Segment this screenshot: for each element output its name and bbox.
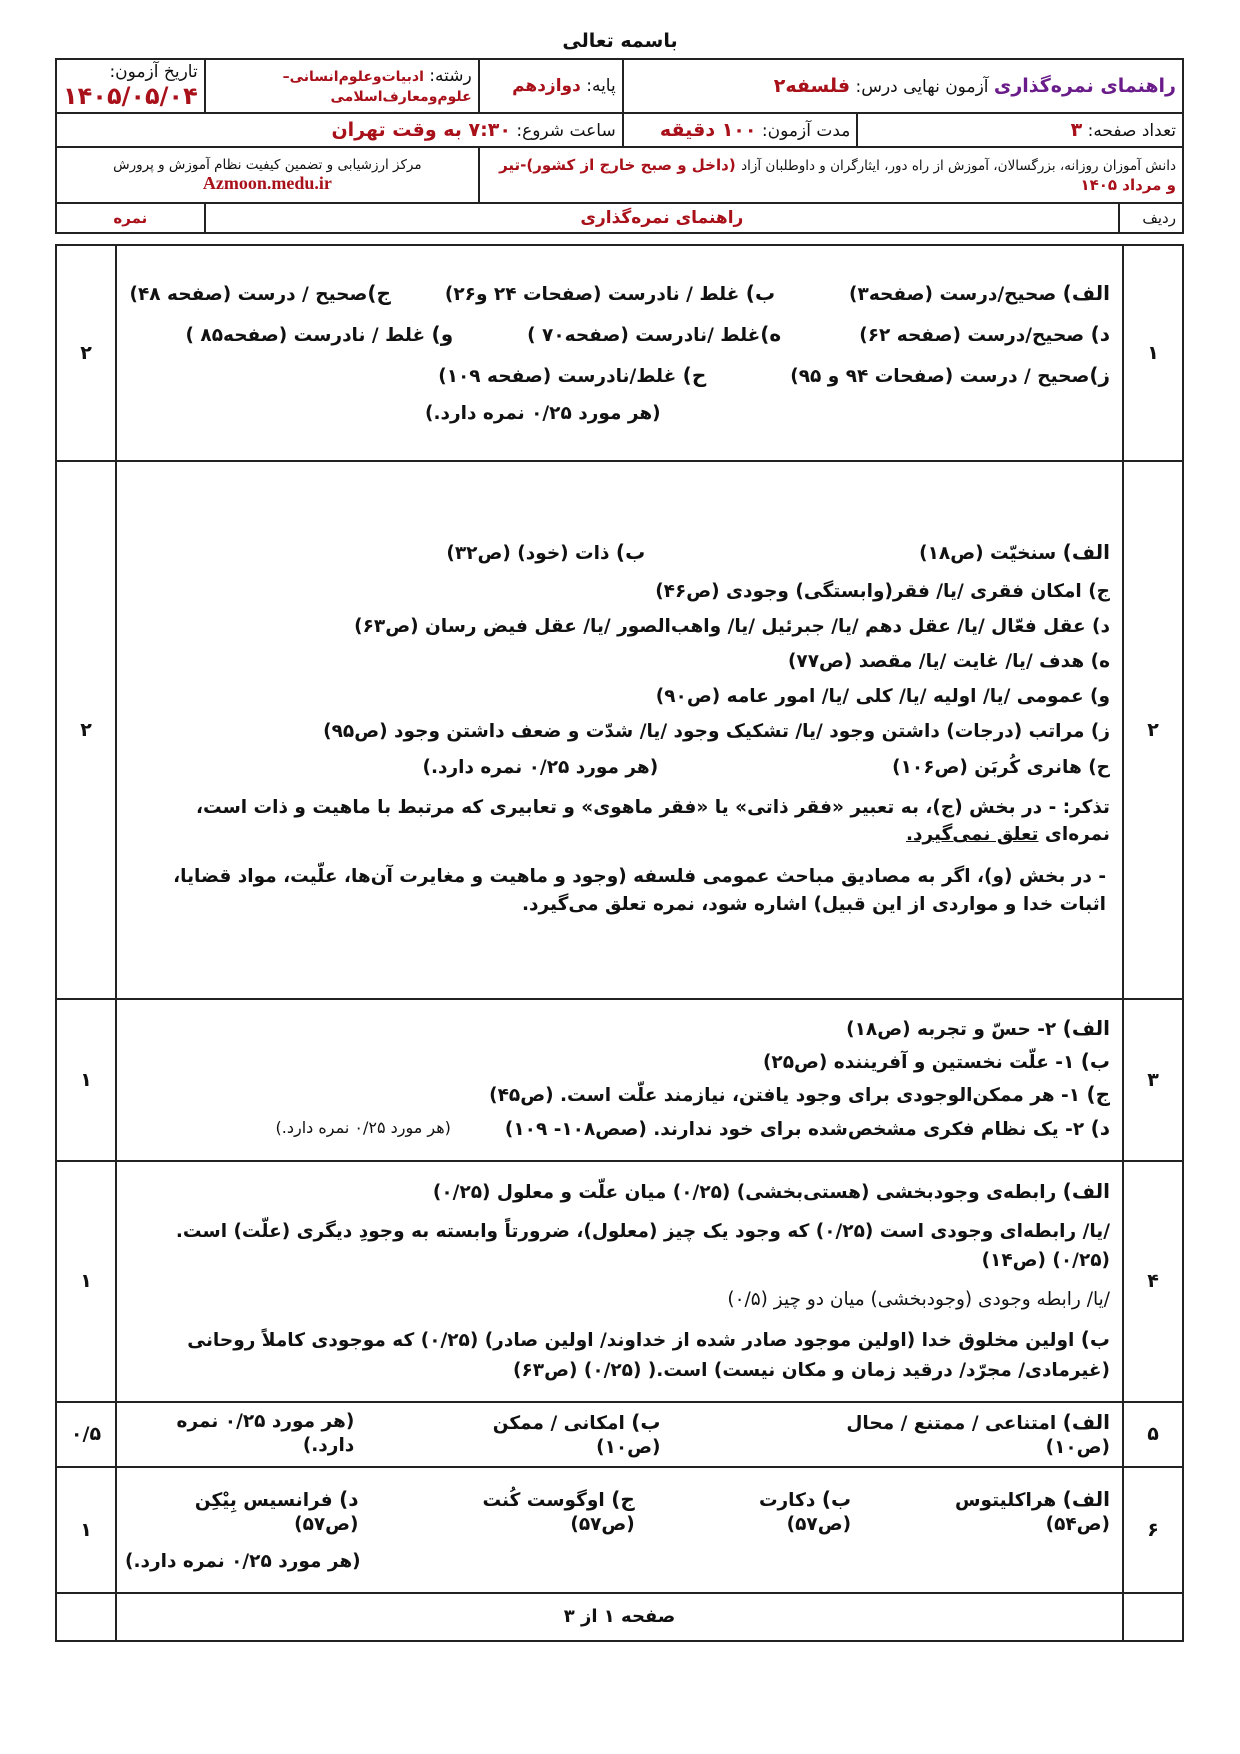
answer-text: امکانی / ممکن (ص۱۰) xyxy=(492,1412,661,1458)
footer-empty-cell xyxy=(1123,1593,1183,1641)
answer-text: /یا/ رابطه‌ای وجودی است (۰/۲۵) که وجود یک چیز (معلول)، ضرورتاً وابسته به وجودِ دیگری (علّت) است. (۰/۲۵) (ص۱۴) xyxy=(175,1220,1110,1272)
site-url: Azmoon.medu.ir xyxy=(202,172,332,193)
score-note: (هر مورد ۰/۲۵ نمره دارد.) xyxy=(425,403,661,425)
answer-text: د) عقل فعّال /یا/ عقل دهم /یا/ جبرئیل /یا/ واهب‌الصور /یا/ عقل فیض رسان (ص۶۳) xyxy=(354,615,1110,637)
answer-text: اولین مخلوق خدا (اولین موجود صادر شده از خداوند/ اولین صادر) (۰/۲۵) که موجودی کاملاً روحانی (غیرمادی/ مجرّد/ درقید زمان و مکان نیست) است.( (۰/۲۵) (ص۶۳) xyxy=(187,1330,1110,1381)
col-guide-header: راهنمای نمره‌گذاری xyxy=(205,203,1119,233)
guide-title: راهنمای نمره‌گذاری xyxy=(993,75,1176,97)
exam-header xyxy=(55,58,1184,234)
question-row xyxy=(56,1467,1183,1593)
answer-text: صحیح / درست (صفحات ۹۴ و ۹۵) xyxy=(790,366,1090,388)
col-row-header: ردیف xyxy=(1119,203,1183,233)
item-letter: ه) xyxy=(760,321,782,346)
center-cell xyxy=(56,147,479,203)
answer-text: دکارت (ص۵۷) xyxy=(758,1489,852,1535)
item-letter: د) xyxy=(339,1486,359,1511)
question-row xyxy=(56,245,1183,461)
field-label: رشته: xyxy=(429,66,472,86)
footer-row xyxy=(56,1593,1183,1641)
question-number: ۳ xyxy=(1123,999,1183,1161)
answer-text: ه) هدف /یا/ غایت /یا/ مقصد (ص۷۷) xyxy=(787,650,1110,672)
center-name: مرکز ارزشیابی و تضمین کیفیت نظام آموزش و پرورش xyxy=(113,156,422,173)
duration-label: مدت آزمون: xyxy=(761,121,851,141)
question-score: ۲ xyxy=(56,245,116,461)
field: ادبیات‌وعلوم‌انسانی–علوم‌ومعارف‌اسلامی xyxy=(282,69,472,105)
answer-text: ح) هانری کُربَن (ص۱۰۶) xyxy=(892,756,1110,778)
answer-text: ۱- علّت نخستین و آفریننده (ص۲۵) xyxy=(762,1051,1081,1073)
item-letter: ج) xyxy=(367,280,391,305)
answer-text: فرانسیس بِیْکِن (ص۵۷) xyxy=(194,1489,359,1535)
answer-text: اوگوست کُنت (ص۵۷) xyxy=(482,1489,635,1535)
item-letter: الف) xyxy=(1062,1015,1110,1040)
pages: ۳ xyxy=(1070,119,1083,141)
grade: دوازدهم xyxy=(512,76,581,96)
question-score: ۱ xyxy=(56,999,116,1161)
score-note: (هر مورد ۰/۲۵ نمره دارد.) xyxy=(125,1550,361,1572)
question-number: ۲ xyxy=(1123,461,1183,999)
item-letter: ب) xyxy=(745,280,776,305)
question-score: ۲ xyxy=(56,461,116,999)
answer-cell xyxy=(116,245,1123,461)
reminder-text: - در بخش (و)، اگر به مصادیق مباحث عمومی فلسفه (وجود و ماهیت و مغایرت آن‌ها، علّیت، مواد قضایا، اثبات خدا و مواردی از این قبیل) اشاره شود، نمره تعلق می‌گیرد. xyxy=(173,866,1106,915)
students-cell xyxy=(479,147,1183,203)
question-number: ۵ xyxy=(1123,1402,1183,1467)
session: (داخل و صبح خارج از کشور)-تیر و مرداد ۱۴۰۵ xyxy=(499,156,1176,194)
score-note: (هر مورد ۰/۲۵ نمره دارد.) xyxy=(275,1118,451,1138)
item-letter: ج) xyxy=(1086,1081,1110,1106)
item-letter: الف) xyxy=(1062,540,1110,565)
answer-text: ۲- یک نظام فکری مشخص‌شده برای خود ندارند. (صص۱۰۸- ۱۰۹) xyxy=(504,1118,1091,1140)
answer-cell xyxy=(116,1161,1123,1402)
answer-text: ذات (خود) (ص۳۲) xyxy=(446,543,616,565)
question-row xyxy=(56,1402,1183,1467)
grade-cell xyxy=(479,59,623,113)
date-label: تاریخ آزمون: xyxy=(109,62,198,82)
answer-text: سنخیّت (ص۱۸) xyxy=(919,543,1063,565)
answer-cell xyxy=(116,461,1123,999)
answer-text: امتناعی / ممتنع / محال (ص۱۰) xyxy=(846,1412,1110,1458)
answer-cell xyxy=(116,1467,1123,1593)
answer-text: هراکلیتوس (ص۵۴) xyxy=(955,1489,1110,1535)
pages-cell xyxy=(857,113,1183,147)
item-letter: و) xyxy=(431,321,454,346)
students: دانش آموزان روزانه، بزرگسالان، آموزش از راه دور، ایثارگران و داوطلبان آزاد xyxy=(741,158,1176,174)
answer-text: غلط / نادرست (صفحه۸۵ ) xyxy=(185,324,432,346)
answer-text: ج) امکان فقری /یا/ فقر(وابستگی) وجودی (ص۴۶) xyxy=(655,580,1110,602)
reminder-emphasis: تعلق نمی‌گیرد. xyxy=(906,824,1039,846)
item-letter: الف) xyxy=(1062,1409,1110,1434)
item-letter: ب) xyxy=(615,540,646,565)
answer-text: رابطه‌ی وجودبخشی (هستی‌بخشی) (۰/۲۵) میان علّت و معلول (۰/۲۵) xyxy=(432,1182,1063,1203)
question-number: ۴ xyxy=(1123,1161,1183,1402)
item-letter: ب) xyxy=(821,1486,852,1511)
answer-text: غلط /نادرست (صفحه۷۰ ) xyxy=(527,324,761,346)
question-row xyxy=(56,1161,1183,1402)
subject: فلسفه۲ xyxy=(773,75,851,97)
item-letter: د) xyxy=(1090,1115,1110,1140)
item-letter: ب) xyxy=(1080,1048,1110,1073)
answer-cell xyxy=(116,1402,1123,1467)
answer-text: /یا/ رابطه وجودی (وجودبخشی) میان دو چیز (۰/۵) xyxy=(727,1288,1110,1310)
date-cell xyxy=(56,59,205,113)
question-number: ۶ xyxy=(1123,1467,1183,1593)
answer-table xyxy=(55,244,1184,1642)
duration-cell xyxy=(623,113,858,147)
item-letter: د) xyxy=(1090,321,1110,346)
question-number: ۱ xyxy=(1123,245,1183,461)
start-cell xyxy=(56,113,623,147)
page-number: صفحه ۱ از ۳ xyxy=(116,1593,1123,1641)
item-letter: ب) xyxy=(631,1409,661,1434)
start-label: ساعت شروع: xyxy=(516,121,616,141)
answer-text: صحیح / درست (صفحه ۴۸) xyxy=(129,283,368,305)
page-heading: باسمه تعالی xyxy=(562,30,678,52)
question-score: ۱ xyxy=(56,1161,116,1402)
exam-date: ۱۴۰۵/۰۵/۰۴ xyxy=(63,82,198,110)
score-note: (هر مورد ۰/۲۵ نمره دارد.) xyxy=(176,1411,355,1457)
item-letter: ب) xyxy=(1080,1327,1110,1352)
answer-text: ۱- هر ممکن‌الوجودی برای وجود یافتن، نیازمند علّت است. (ص۴۵) xyxy=(489,1084,1087,1106)
footer-empty-cell xyxy=(56,1593,116,1641)
answer-text: صحیح/درست (صفحه۳) xyxy=(849,283,1063,305)
item-letter: ج) xyxy=(611,1486,635,1511)
answer-text: ۲- حسّ و تجربه (ص۱۸) xyxy=(846,1018,1063,1040)
question-row xyxy=(56,999,1183,1161)
answer-text: غلط / نادرست (صفحات ۲۴ و۲۶) xyxy=(444,283,746,305)
exam-label: آزمون نهایی درس: xyxy=(855,77,989,97)
answer-cell xyxy=(116,999,1123,1161)
start-time: ۷:۳۰ به وقت تهران xyxy=(331,119,511,141)
answer-text: ز) مراتب (درجات) داشتن وجود /یا/ تشکیک وجود /یا/ شدّت و ضعف داشتن وجود (ص۹۵) xyxy=(323,720,1110,742)
grade-label: پایه: xyxy=(586,76,616,96)
guide-title-cell xyxy=(623,59,1183,113)
answer-text: صحیح/درست (صفحه ۶۲) xyxy=(859,324,1091,346)
item-letter: ح) xyxy=(682,363,707,388)
answer-text: غلط/نادرست (صفحه ۱۰۹) xyxy=(438,366,683,388)
question-score: ۱ xyxy=(56,1467,116,1593)
answer-text: و) عمومی /یا/ اولیه /یا/ کلی /یا/ امور عامه (ص۹۰) xyxy=(655,685,1110,707)
item-letter: ز) xyxy=(1089,363,1110,388)
field-cell xyxy=(205,59,479,113)
col-score-header: نمره xyxy=(56,203,205,233)
reminder-text: تذکر: - در بخش (ج)، به تعبیر «فقر ذاتی» یا «فقر ماهوی» و تعابیری که مرتبط با ماهیت و ذات است، نمره‌ای xyxy=(195,796,1110,846)
question-score: ۰/۵ xyxy=(56,1402,116,1467)
item-letter: الف) xyxy=(1062,1179,1110,1203)
item-letter: الف) xyxy=(1062,280,1110,305)
item-letter: الف) xyxy=(1062,1486,1110,1511)
duration: ۱۰۰ دقیقه xyxy=(659,119,757,141)
pages-label: تعداد صفحه: xyxy=(1087,121,1176,141)
question-row xyxy=(56,461,1183,999)
score-note: (هر مورد ۰/۲۵ نمره دارد.) xyxy=(422,756,659,778)
